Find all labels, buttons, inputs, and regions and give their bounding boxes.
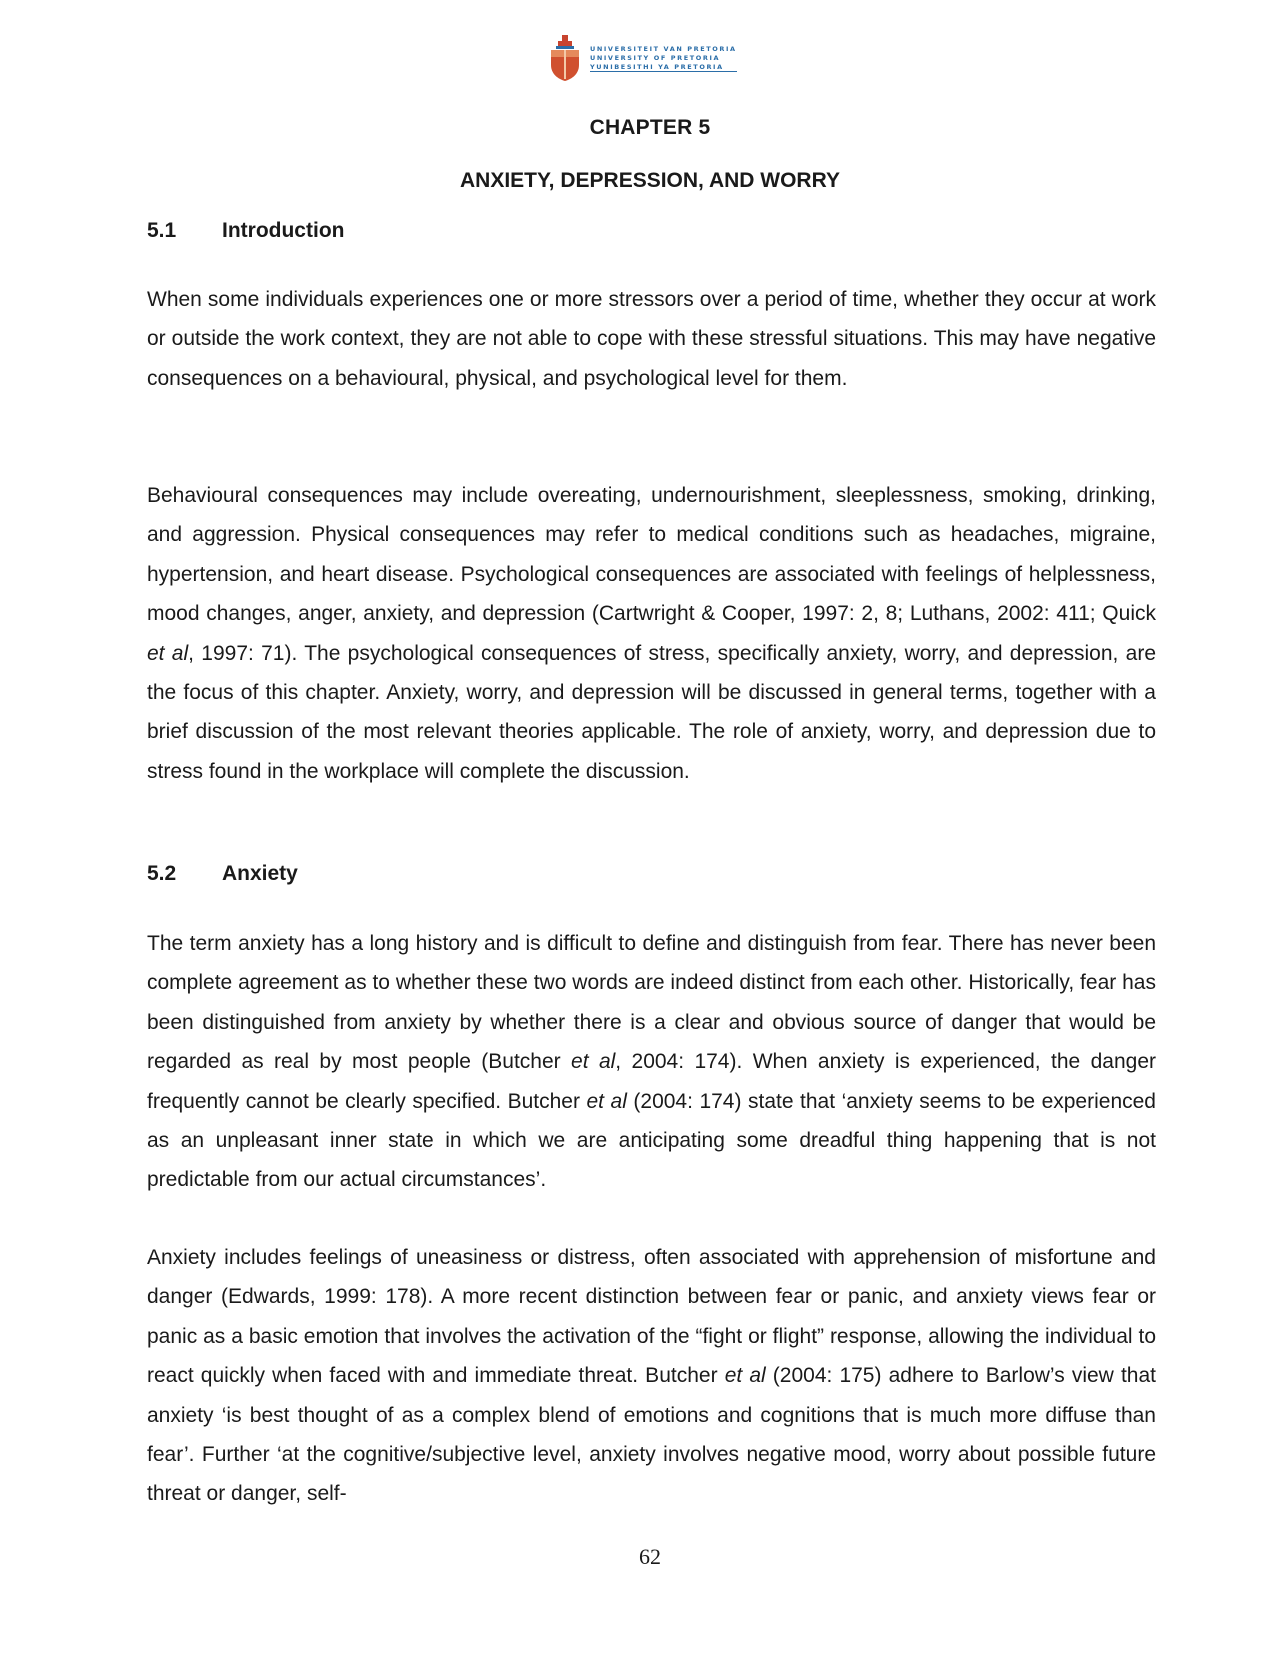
text-run: The term anxiety has a long history and is difficult to define and distinguish from fear. There has never been complete agreement as to whether these two words are indeed distinct from each other. Historically, fear has been distinguished from anxiety by whether there is a clear and obvious source of danger that would be regarded as real by most people (Butcher	[147, 932, 1156, 1074]
paragraph-intro-1	[147, 280, 1156, 398]
paragraph-anxiety-1	[147, 924, 1156, 1200]
paragraph-anxiety-2	[147, 1238, 1156, 1514]
logo-line-afrikaans: UNIVERSITEIT VAN PRETORIA	[590, 44, 737, 53]
italic-run: et al	[586, 1089, 627, 1113]
text-run: (2004: 174) state that ‘anxiety seems to be experienced as an unpleasant inner state in which we are anticipating some dreadful thing happening that is not predictable from our actual circumstances’.	[147, 1089, 1156, 1192]
italic-run: et al	[724, 1364, 766, 1388]
chapter-title: CHAPTER 5	[589, 116, 711, 139]
section-heading-anxiety	[147, 862, 298, 886]
text-run: (2004: 175) adhere to Barlow’s view that anxiety ‘is best thought of as a complex blend of emotions and cognitions that is much more diffuse than fear’. Further ‘at the cognitive/subjective level, anxiety involves negative mood, worry about possible future threat or danger, self-	[147, 1364, 1156, 1506]
university-crest-icon	[548, 33, 582, 83]
chapter-subtitle: ANXIETY, DEPRESSION, AND WORRY	[460, 169, 840, 192]
section-number: 5.1	[147, 219, 177, 242]
text-run: Anxiety includes feelings of uneasiness or distress, often associated with apprehension of misfortune and danger (Edwards, 1999: 178). A more recent distinction between fear or panic, and anxiety views fear or panic as a basic emotion that involves the activation of the “fight or flight” response, allowing the individual to react quickly when faced with and immediate threat. Butcher	[147, 1246, 1156, 1388]
text-run: Behavioural consequences may include overeating, undernourishment, sleeplessness, smoking, drinking, and aggression. Physical consequences may refer to medical conditions such as headaches, migraine, hypertension, and heart disease. Psychological consequences are associated with feelings of helplessness, mood changes, anger, anxiety, and depression (Cartwright & Cooper, 1997: 2, 8; Luthans, 2002: 411; Quick	[147, 484, 1156, 626]
text-run: , 1997: 71). The psychological consequences of stress, specifically anxiety, worry, and depression, are the focus of this chapter. Anxiety, worry, and depression will be discussed in general terms, together with a brief discussion of the most relevant theories applicable. The role of anxiety, worry, and depression due to stress found in the workplace will complete the discussion.	[147, 641, 1157, 783]
university-logo	[548, 32, 737, 84]
section-heading-introduction	[147, 219, 344, 243]
section-title: Anxiety	[222, 862, 298, 885]
section-number: 5.2	[147, 862, 177, 885]
paragraph-intro-2	[147, 476, 1156, 791]
text-run: , 2004: 174). When anxiety is experienced, the danger frequently cannot be clearly specified. Butcher	[147, 1050, 1156, 1113]
logo-line-sepedi: YUNIBESITHI YA PRETORIA	[590, 63, 737, 72]
italic-run: et al	[147, 641, 189, 665]
italic-run: et al	[571, 1050, 616, 1074]
text-run: When some individuals experiences one or more stressors over a period of time, whether they occur at work or outside the work context, they are not able to cope with these stressful situations. This may have negative consequences on a behavioural, physical, and psychological level for them.	[147, 288, 1156, 390]
section-title: Introduction	[222, 219, 345, 242]
page-number: 62	[639, 1544, 661, 1569]
logo-line-english: UNIVERSITY OF PRETORIA	[590, 53, 721, 62]
